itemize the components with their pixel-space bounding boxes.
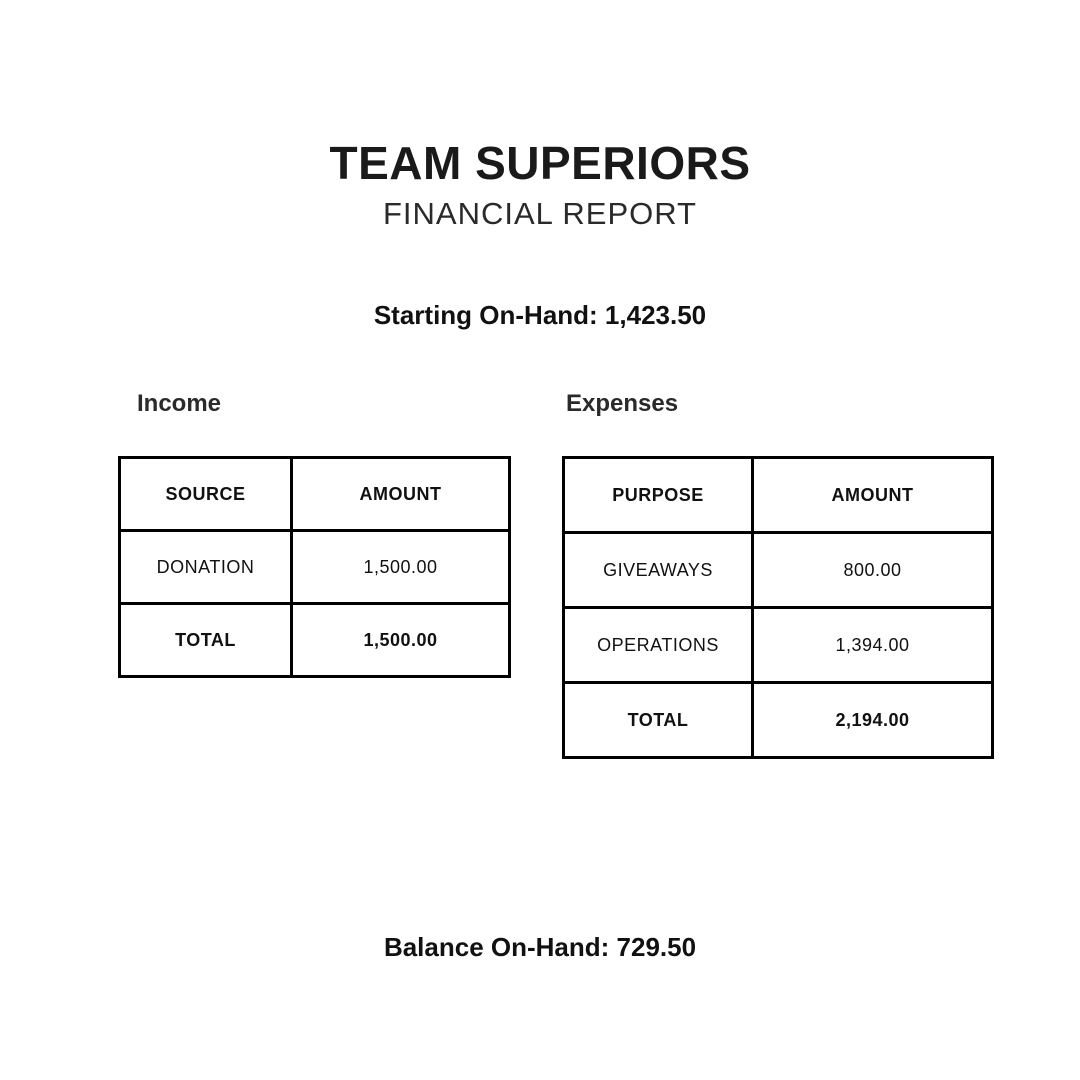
column-header-source: SOURCE [120, 458, 292, 531]
starting-on-hand: Starting On-Hand: 1,423.50 [373, 300, 707, 330]
table-row [564, 533, 993, 608]
income-heading: Income [137, 390, 222, 417]
expense-purpose-cell: OPERATIONS [564, 608, 753, 683]
income-total-amount: 1,500.00 [292, 604, 510, 677]
expenses-total-label: TOTAL [564, 683, 753, 758]
table-header-row [120, 458, 510, 531]
expense-purpose-cell: GIVEAWAYS [564, 533, 753, 608]
expense-amount-cell: 1,394.00 [753, 608, 993, 683]
expenses-heading: Expenses [566, 390, 679, 417]
balance-on-hand: Balance On-Hand: 729.50 [383, 932, 697, 962]
expenses-table [562, 456, 994, 759]
expenses-total-amount: 2,194.00 [753, 683, 993, 758]
column-header-purpose: PURPOSE [564, 458, 753, 533]
table-header-row [564, 458, 993, 533]
column-header-amount: AMOUNT [753, 458, 993, 533]
expense-amount-cell: 800.00 [753, 533, 993, 608]
income-table [118, 456, 511, 678]
income-source-cell: DONATION [120, 531, 292, 604]
table-row [120, 531, 510, 604]
total-row [120, 604, 510, 677]
report-subtitle: FINANCIAL REPORT [383, 196, 697, 231]
report-title: TEAM SUPERIORS [329, 137, 751, 189]
column-header-amount: AMOUNT [292, 458, 510, 531]
income-total-label: TOTAL [120, 604, 292, 677]
income-amount-cell: 1,500.00 [292, 531, 510, 604]
total-row [564, 683, 993, 758]
table-row [564, 608, 993, 683]
